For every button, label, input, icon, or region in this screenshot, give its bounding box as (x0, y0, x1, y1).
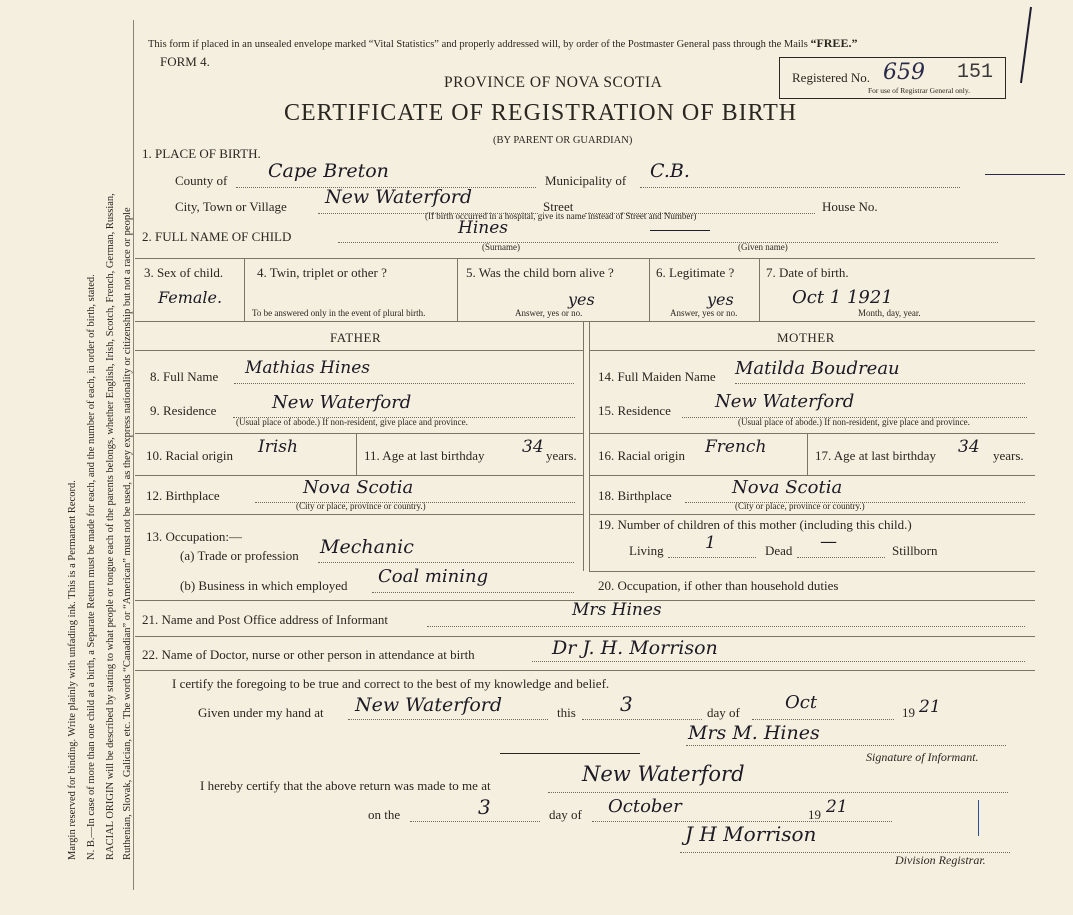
mother-birthplace-label: 18. Birthplace (598, 488, 672, 503)
street-label: Street (543, 199, 574, 214)
hospital-note: (If birth occurred in a hospital, give its name instead of Street and Number) (425, 211, 697, 221)
registrar-signature: J H Morrison (685, 822, 817, 846)
given-day-label: day of (707, 705, 740, 720)
registrar-on-label: on the (368, 807, 401, 822)
stillborn-label: Stillborn (892, 543, 938, 558)
child-name-label: 2. FULL NAME OF CHILD (142, 229, 292, 244)
mother-age-label: 17. Age at last birthday (815, 448, 936, 463)
given-label: Given under my hand at (198, 705, 324, 720)
alive-value: yes (568, 290, 595, 309)
alive-label: 5. Was the child born alive ? (466, 265, 614, 280)
house-label: House No. (822, 199, 878, 214)
mother-occupation-label: 20. Occupation, if other than household duties (598, 578, 839, 593)
mother-residence-value: New Waterford (715, 391, 855, 412)
father-race-value: Irish (258, 437, 298, 457)
registered-label: Registered No. (792, 70, 870, 85)
father-residence-label: 9. Residence (150, 403, 217, 418)
living-value: 1 (705, 533, 716, 553)
given-place-value: New Waterford (355, 694, 503, 716)
doctor-label: 22. Name of Doctor, nurse or other person in attendance at birth (142, 647, 475, 662)
dob-label: 7. Date of birth. (766, 265, 849, 280)
dead-label: Dead (765, 543, 793, 558)
mother-name-label: 14. Full Maiden Name (598, 369, 716, 384)
county-label: County of (175, 173, 228, 188)
registration-box (779, 57, 1006, 99)
mother-residence-note: (Usual place of abode.) If non-resident, give place and province. (738, 417, 970, 427)
margin-line-4: Ruthenian, Slovak, Galician, etc. The words “Canadian” or “American” must not be used, as they express nationality or citizenship but not a race or people (122, 207, 133, 860)
doctor-value: Dr J. H. Morrison (552, 637, 718, 659)
mother-birthplace-note: (City or place, province or country.) (735, 501, 865, 511)
mother-race-value: French (705, 437, 767, 457)
father-birthplace-note: (City or place, province or country.) (296, 501, 426, 511)
informant-signature: Mrs M. Hines (688, 722, 820, 744)
legitimate-value: yes (707, 290, 734, 309)
sex-label: 3. Sex of child. (144, 265, 224, 280)
informant-signature-label: Signature of Informant. (866, 750, 979, 764)
mother-birthplace-value: Nova Scotia (732, 477, 843, 498)
surname-note: (Surname) (482, 242, 520, 252)
business-value: Coal mining (378, 566, 489, 587)
registrar-note: For use of Registrar General only. (868, 86, 970, 95)
margin-line-2: N. B.—In case of more than one child at a birth, a Separate Return must be made for each, and the number of each, in order of birth, stated. (86, 274, 97, 860)
given-day-value: 3 (620, 692, 633, 716)
municipality-label: Municipality of (545, 173, 627, 188)
county-value: Cape Breton (268, 160, 389, 182)
legitimate-label: 6. Legitimate ? (656, 265, 735, 280)
margin-rule (133, 20, 134, 890)
father-years: years. (546, 448, 577, 463)
father-heading: FATHER (330, 330, 382, 345)
city-value: New Waterford (325, 186, 473, 208)
given-name-note: (Given name) (738, 242, 788, 252)
mother-heading: MOTHER (777, 330, 835, 345)
father-birthplace-label: 12. Birthplace (146, 488, 220, 503)
mother-residence-label: 15. Residence (598, 403, 671, 418)
binding-margin (10, 0, 135, 915)
registrar-year-prefix: 19 (808, 807, 821, 822)
document-subtitle: (BY PARENT OR GUARDIAN) (493, 135, 633, 146)
dead-value: — (820, 532, 837, 552)
registrar-text: I hereby certify that the above return was made to me at (200, 778, 491, 793)
registrar-place-value: New Waterford (582, 762, 745, 786)
pen-dash (985, 174, 1065, 175)
postal-notice: This form if placed in an unsealed envelope marked “Vital Statistics” and properly addressed will, by order of the Postmaster General pass through the Mails “FREE.” (148, 36, 858, 50)
registrar-day-value: 3 (478, 795, 491, 819)
document-title: CERTIFICATE OF REGISTRATION OF BIRTH (284, 100, 798, 126)
province-heading: PROVINCE OF NOVA SCOTIA (444, 74, 663, 91)
registrar-month-value: October (608, 796, 682, 817)
trade-label: (a) Trade or profession (180, 548, 299, 563)
registrar-year-value: 21 (826, 797, 848, 817)
dob-value: Oct 1 1921 (792, 287, 893, 308)
given-year-prefix: 19 (902, 705, 915, 720)
father-name-label: 8. Full Name (150, 369, 219, 384)
child-surname-value: Hines (458, 218, 508, 238)
place-heading: 1. PLACE OF BIRTH. (142, 146, 261, 161)
registered-number-stamp: 151 (957, 61, 994, 84)
certify-text: I certify the foregoing to be true and correct to the best of my knowledge and belief. (172, 676, 610, 691)
registrar-signature-label: Division Registrar. (895, 853, 986, 867)
mother-name-value: Matilda Boudreau (735, 358, 900, 379)
form-number: FORM 4. (160, 54, 210, 69)
business-label: (b) Business in which employed (180, 578, 348, 593)
father-age-label: 11. Age at last birthday (364, 448, 485, 463)
father-occupation-label: 13. Occupation:— (146, 529, 243, 544)
pen-stroke-mark (1004, 5, 1034, 85)
informant-value: Mrs Hines (572, 600, 662, 620)
registered-number-handwritten: 659 (883, 60, 925, 85)
mother-age-value: 34 (958, 437, 980, 457)
sex-value: Female. (158, 288, 223, 307)
father-residence-note: (Usual place of abode.) If non-resident, give place and province. (236, 417, 468, 427)
margin-line-3: RACIAL ORIGIN will be described by stating to what people or tongue each of the parents belongs, whether English, Irish, Scotch, French, German, Russian, (105, 193, 116, 860)
legitimate-note: Answer, yes or no. (670, 308, 738, 318)
given-year-value: 21 (919, 697, 941, 717)
living-label: Living (629, 543, 664, 558)
father-birthplace-value: Nova Scotia (303, 477, 414, 498)
margin-line-1: Margin reserved for binding. Write plainly with unfading ink. This is a Permanent Record. (67, 480, 78, 860)
children-count-label: 19. Number of children of this mother (including this child.) (598, 517, 912, 532)
municipality-value: C.B. (650, 160, 690, 182)
father-name-value: Mathias Hines (245, 358, 371, 378)
father-race-label: 10. Racial origin (146, 448, 234, 463)
trade-value: Mechanic (320, 536, 414, 558)
twin-label: 4. Twin, triplet or other ? (257, 265, 387, 280)
alive-note: Answer, yes or no. (515, 308, 583, 318)
mother-race-label: 16. Racial origin (598, 448, 686, 463)
dob-note: Month, day, year. (858, 308, 921, 318)
father-residence-value: New Waterford (272, 392, 412, 413)
informant-label: 21. Name and Post Office address of Informant (142, 612, 388, 627)
given-month-value: Oct (785, 692, 818, 713)
twin-note: To be answered only in the event of plural birth. (252, 308, 426, 318)
city-label: City, Town or Village (175, 199, 287, 214)
registrar-day-label: day of (549, 807, 582, 822)
mother-years: years. (993, 448, 1024, 463)
father-age-value: 34 (522, 437, 544, 457)
this-label: this (557, 705, 576, 720)
free-mark: “FREE.” (810, 36, 858, 50)
